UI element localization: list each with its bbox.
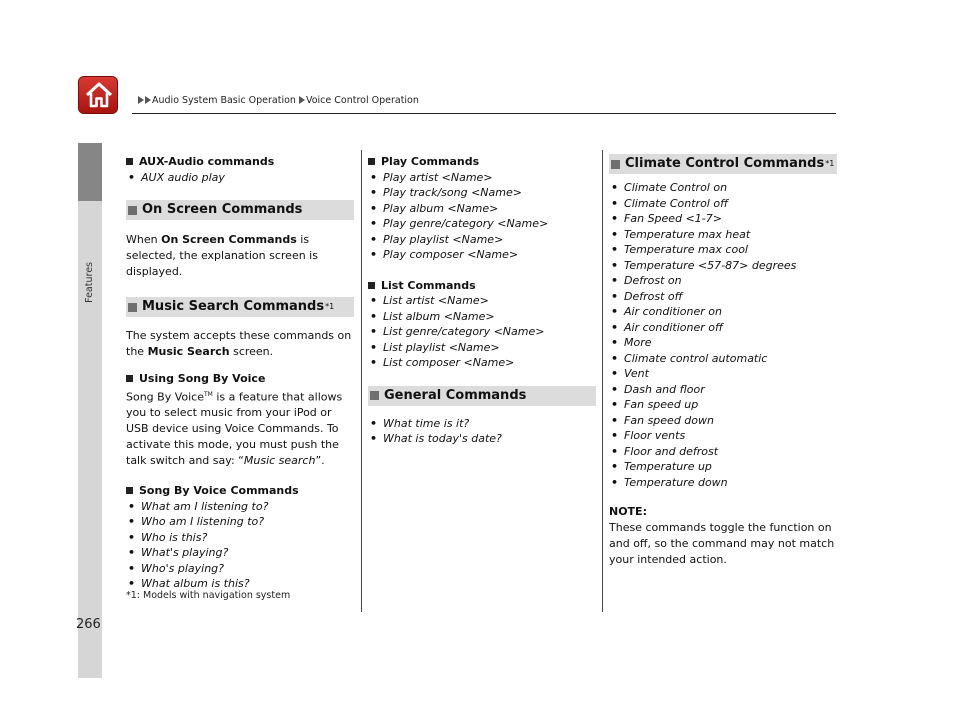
list-item: • Play playlist <Name> (370, 232, 504, 246)
list-item: • Air conditioner off (611, 320, 723, 334)
list-item: • Who am I listening to? (128, 515, 265, 529)
list-item: • Climate Control on (611, 181, 728, 194)
list-item: • Play composer <Name> (370, 248, 519, 261)
subsection-heading: Using Song By Voice (126, 371, 354, 387)
list-item: • Temperature down (611, 475, 728, 489)
note-body: These commands toggle the function on and off, so the command may not match your intended action. (609, 521, 835, 566)
breadcrumb-current: Voice Control Operation (305, 95, 419, 106)
list-item: • Temperature <57-87> degrees (611, 258, 797, 272)
subsection-heading: List Commands (368, 278, 596, 294)
list-item: • Vent (611, 367, 649, 380)
section-header-climate: Climate Control Commands *1 (609, 154, 837, 174)
footnote: *1: Models with navigation system (126, 590, 291, 601)
column-divider (361, 150, 362, 612)
list-item: • More (611, 336, 652, 349)
note-title: NOTE: (609, 505, 647, 518)
subsection-heading: AUX-Audio commands (126, 154, 354, 170)
list-item: • Floor vents (611, 429, 686, 442)
list-item: • Fan Speed <1-7> (611, 212, 722, 225)
list-item: • Defrost off (611, 289, 683, 303)
list-item: • List album <Name> (370, 309, 495, 323)
list-item: • Play track/song <Name> (370, 186, 522, 199)
home-button[interactable] (78, 76, 118, 114)
breadcrumb (138, 95, 419, 106)
list-item: • Climate Control off (611, 196, 729, 210)
list-item: • Play artist <Name> (370, 170, 493, 184)
list-item: • List genre/category <Name> (370, 325, 545, 338)
list-item: • Fan speed down (611, 413, 714, 427)
list-item: • What's playing? (128, 546, 229, 560)
column-divider (602, 150, 603, 612)
paragraph: Song By Voice™ is a feature that allows you to select music from your iPod or USB device using Voice Commands. To activate this mode, you must push the talk switch and say: “Music search”. (126, 390, 343, 468)
chevron-right-icon (138, 96, 144, 104)
list-item: • AUX audio play (128, 170, 225, 184)
list-item: • List playlist <Name> (370, 340, 500, 354)
list-item: • Floor and defrost (611, 444, 719, 458)
list-item: • Who's playing? (128, 561, 224, 575)
home-icon (84, 81, 114, 109)
subsection-heading: Play Commands (368, 154, 596, 170)
breadcrumb-link-audio[interactable]: Audio System Basic Operation (152, 95, 296, 106)
subsection-heading: Song By Voice Commands (126, 483, 354, 499)
list-item: • Dash and floor (611, 382, 705, 396)
section-sidebar (78, 143, 102, 678)
list-item: • List composer <Name> (370, 356, 515, 369)
list-item: • What time is it? (370, 416, 470, 430)
section-header-general: General Commands (368, 386, 596, 406)
list-item: • Who is this? (128, 530, 208, 544)
list-item: • Climate control automatic (611, 351, 768, 365)
column-1 (126, 154, 354, 592)
list-item: • Temperature max cool (611, 243, 748, 256)
list-item: • Play album <Name> (370, 201, 499, 215)
header-rule (132, 113, 836, 114)
chevron-right-icon (145, 96, 151, 104)
list-item: • Play genre/category <Name> (370, 217, 549, 230)
sidebar-label: Features (84, 262, 95, 303)
list-item: • Fan speed up (611, 398, 699, 411)
chevron-right-icon (299, 96, 305, 104)
list-item: • What am I listening to? (128, 499, 269, 513)
paragraph: When On Screen Commands is selected, the explanation screen is displayed. (126, 233, 318, 278)
sidebar-marker (78, 143, 102, 201)
list-item: • Air conditioner on (611, 305, 722, 318)
list-item: • Defrost on (611, 274, 682, 287)
list-item: • What album is this? (128, 577, 250, 591)
column-2 (368, 154, 596, 447)
column-3 (609, 154, 837, 568)
list-item: • Temperature max heat (611, 227, 751, 241)
list-item: • Temperature up (611, 460, 712, 473)
list-item: • What is today's date? (370, 432, 502, 445)
section-header-music-search: Music Search Commands *1 (126, 297, 354, 317)
list-item: • List artist <Name> (370, 294, 489, 307)
section-header-on-screen: On Screen Commands (126, 200, 354, 220)
paragraph: The system accepts these commands on the Music Search screen. (126, 329, 352, 358)
page-number: 266 (76, 617, 101, 632)
